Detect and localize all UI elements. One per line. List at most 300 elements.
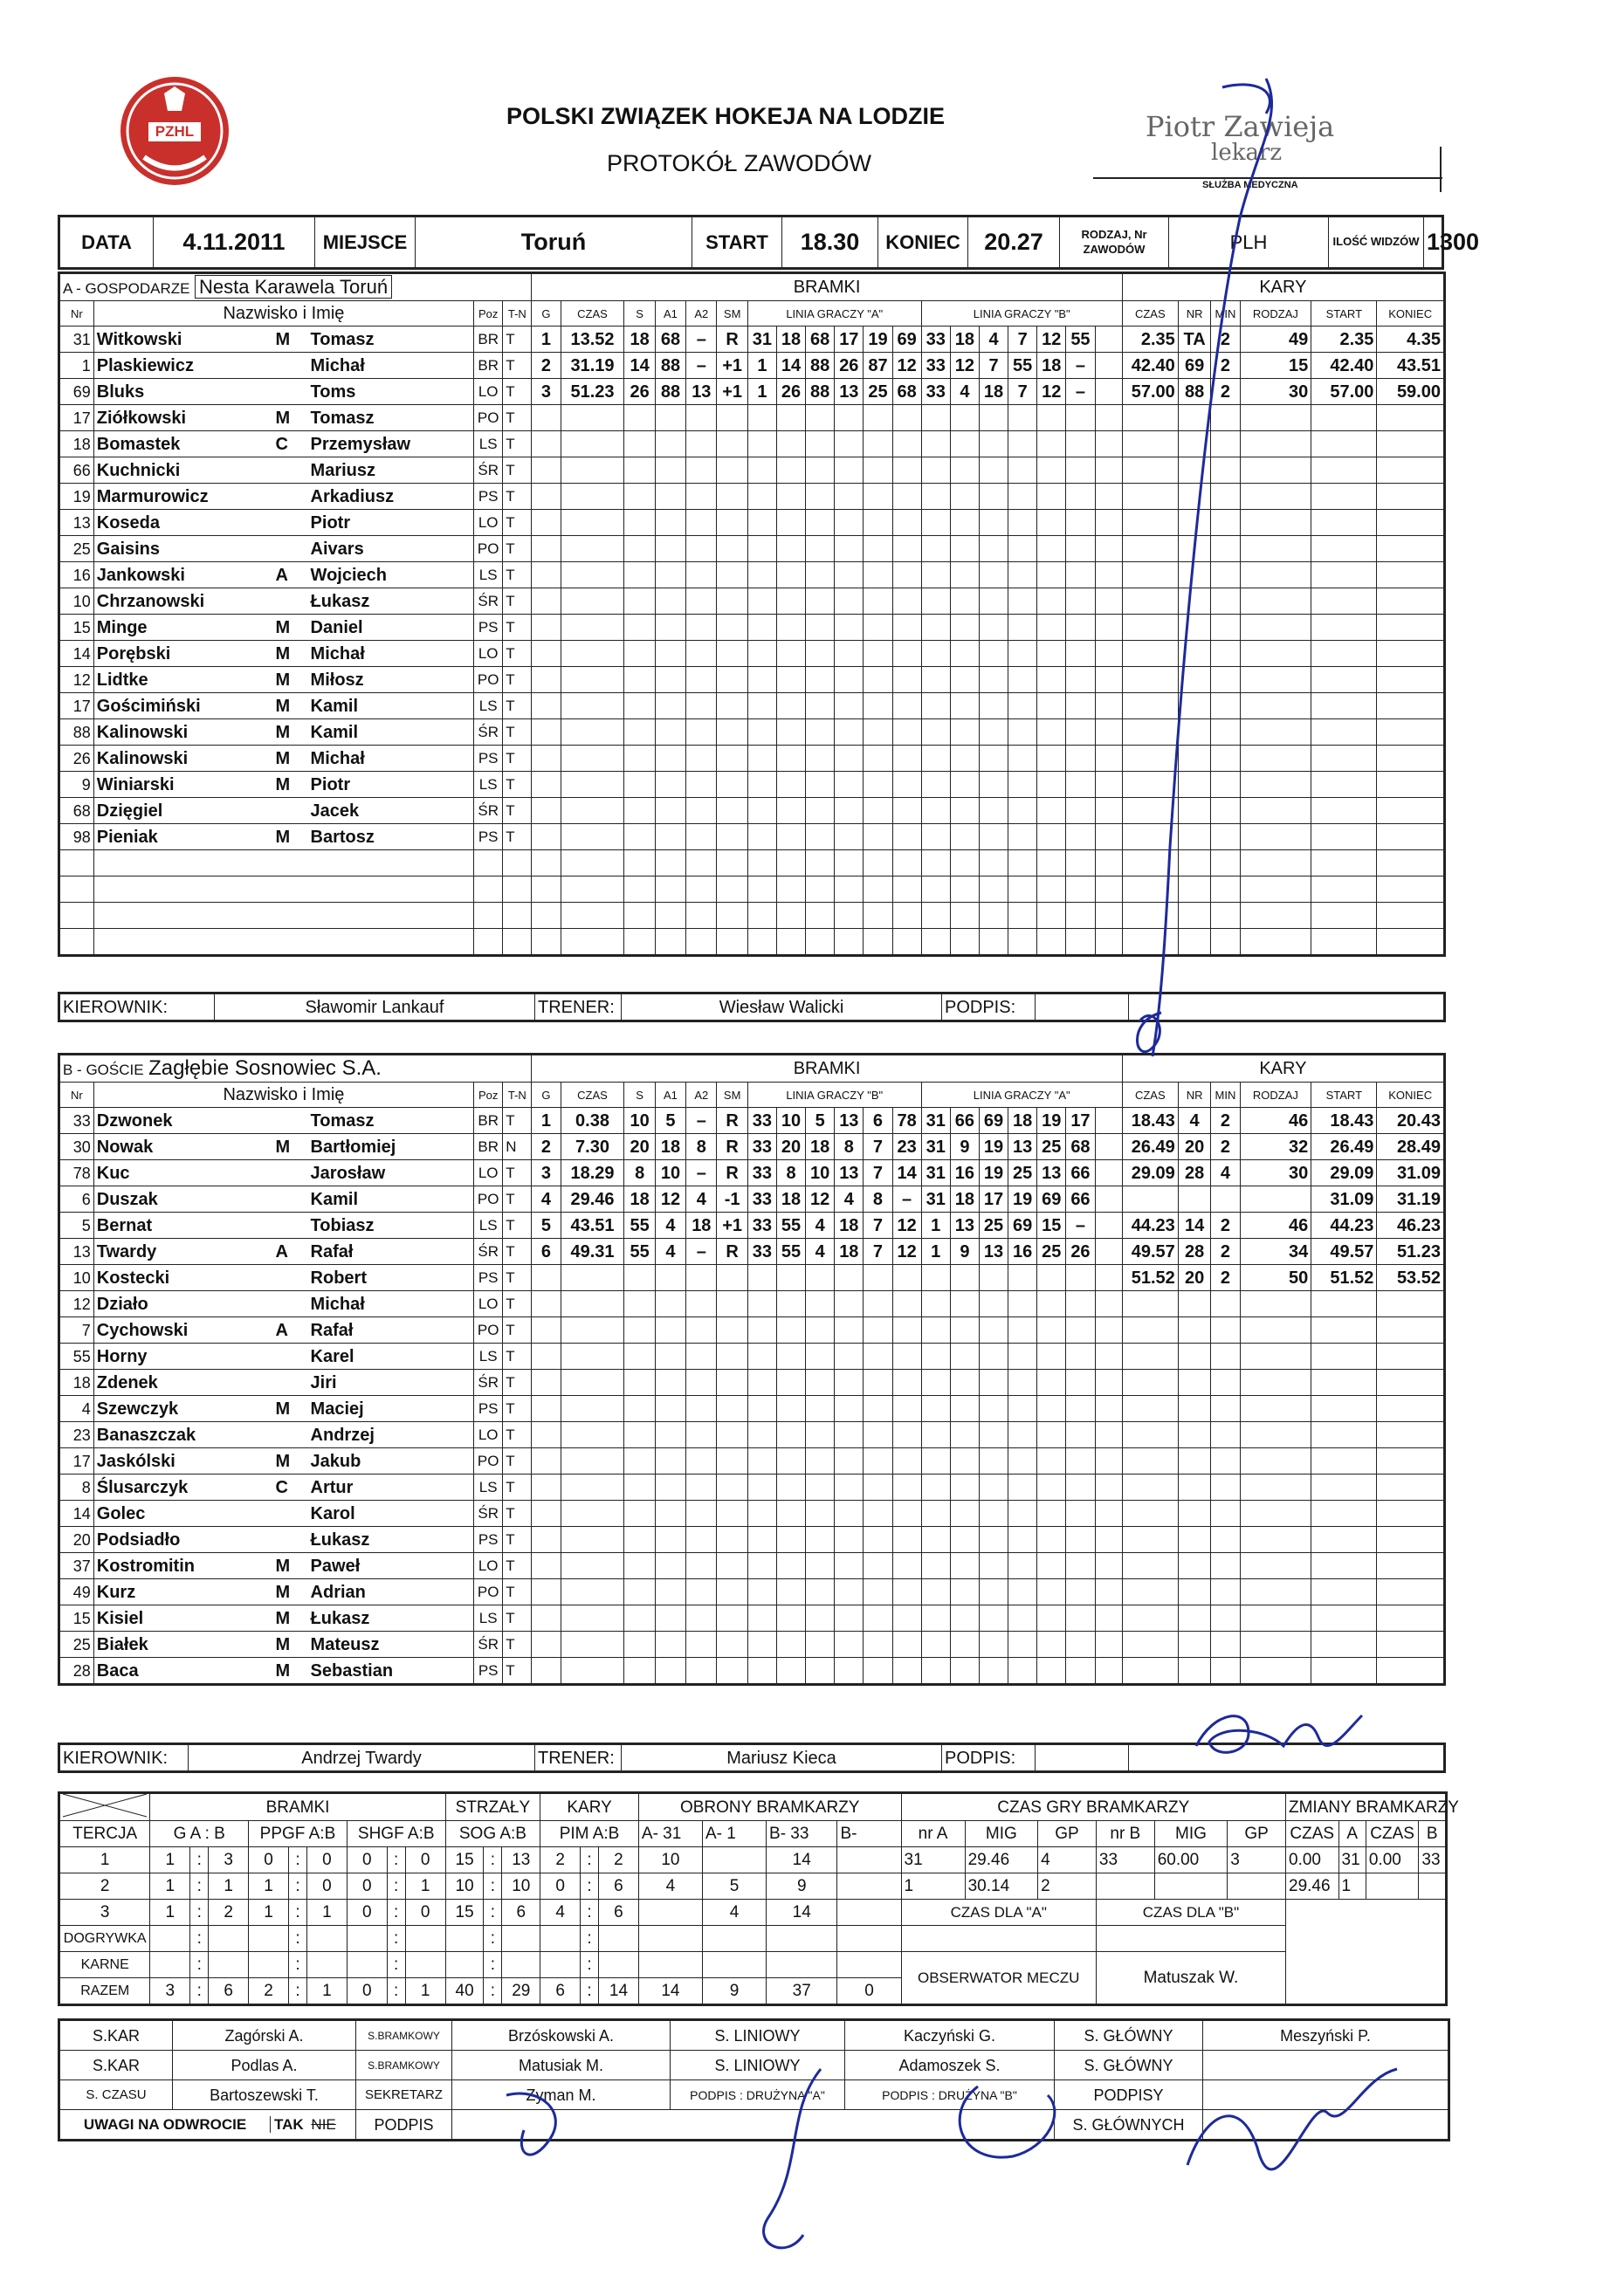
goal-situation: [717, 510, 747, 536]
line-a-player: [806, 850, 835, 876]
player-first-name: Daniel: [308, 615, 474, 641]
penalty-start: [1311, 431, 1377, 457]
goal-extra: [1095, 484, 1122, 510]
penalty-minutes: [1211, 484, 1240, 510]
penalty-time: [1122, 1317, 1178, 1344]
player-mark: M: [275, 643, 291, 663]
sog-a: [445, 1926, 484, 1952]
penalty-minutes: [1211, 405, 1240, 431]
penalty-time: 57.00: [1122, 379, 1178, 405]
player-number: [59, 876, 94, 903]
line-b-player: [921, 693, 950, 719]
player-tn: N: [503, 1134, 532, 1160]
line-a-player: [835, 798, 864, 824]
penalty-type: [1240, 562, 1311, 588]
line-a-player: [776, 693, 805, 719]
goals-a: 1: [150, 1873, 190, 1900]
line-b-player: [1037, 484, 1066, 510]
line-a-player: [864, 746, 892, 772]
summary-row-label: 2: [59, 1873, 150, 1900]
line-a-player: [892, 588, 921, 615]
goal-time: [561, 1553, 624, 1579]
sog-sep: :: [484, 1952, 502, 1978]
line-b-player: [921, 746, 950, 772]
player-first-name: Tomasz: [308, 327, 474, 353]
goal-assist-2: [686, 1632, 717, 1658]
goal-extra: [1095, 536, 1122, 562]
line-b-player: [1037, 1475, 1066, 1501]
player-mark: M: [275, 827, 291, 847]
penalty-type: [1240, 641, 1311, 667]
goal-time: [561, 1396, 624, 1422]
penalty-type: 30: [1240, 379, 1311, 405]
summary-table: [58, 1791, 1459, 2006]
line-a-player: 33: [747, 1186, 776, 1213]
team-a-player-row: [59, 484, 1445, 510]
goal-situation: [717, 641, 747, 667]
line-b-player: 18: [979, 379, 1008, 405]
gk-nr-b: [1096, 1873, 1154, 1900]
line-a-player: [835, 510, 864, 536]
pim-b: [598, 1926, 638, 1952]
summary-corner: [59, 1793, 150, 1821]
goal-time: [561, 588, 624, 615]
goal-assist-2: 8: [686, 1134, 717, 1160]
line-a-player: [864, 1658, 892, 1685]
line-b-player: [979, 929, 1008, 956]
line-a-player: [892, 405, 921, 431]
goal-scorer: [624, 405, 655, 431]
player-name: [93, 1658, 307, 1685]
team-a-player-row: [59, 876, 1445, 903]
player-name: [93, 903, 307, 929]
saves-bx: [837, 1900, 901, 1926]
goal-number: [532, 615, 561, 641]
team-a-player-row: [59, 379, 1445, 405]
line-a-player: [835, 746, 864, 772]
player-last-name: Jankowski: [96, 565, 185, 585]
player-position: PO: [474, 536, 503, 562]
line-b-player: [979, 746, 1008, 772]
player-position: LS: [474, 1605, 503, 1632]
player-position: ŚR: [474, 1239, 503, 1265]
line-a-player: [776, 667, 805, 693]
line-a-player: [747, 588, 776, 615]
col-g: G: [532, 1083, 561, 1108]
goal-scorer: [624, 457, 655, 484]
line-a-player: [806, 431, 835, 457]
player-first-name: Kamil: [308, 693, 474, 719]
goal-number: [532, 641, 561, 667]
penalty-start: [1311, 1501, 1377, 1527]
goal-situation: [717, 1475, 747, 1501]
player-position: LS: [474, 1213, 503, 1239]
line-a-player: 4: [835, 1186, 864, 1213]
penalty-time: 29.09: [1122, 1160, 1178, 1186]
penalty-end: [1377, 693, 1445, 719]
sum-bx: B-: [837, 1821, 901, 1847]
penalty-start: [1311, 1605, 1377, 1632]
line-b-player: [921, 1553, 950, 1579]
goal-extra: [1095, 1579, 1122, 1605]
sog-b: 6: [502, 1900, 540, 1926]
goal-extra: [1095, 1527, 1122, 1553]
ppgf-sep: :: [289, 1847, 307, 1873]
goals-b: 1: [209, 1873, 249, 1900]
player-position: LO: [474, 1422, 503, 1448]
player-name: [93, 327, 307, 353]
player-position: [474, 929, 503, 956]
goal-number: [532, 798, 561, 824]
penalty-end: 4.35: [1377, 327, 1445, 353]
goal-assist-2: [686, 850, 717, 876]
penalty-end: [1377, 1553, 1445, 1579]
goal-situation: +1: [717, 1213, 747, 1239]
summary-row-label: 1: [59, 1847, 150, 1873]
player-first-name: Bartosz: [308, 824, 474, 850]
penalty-type: [1240, 1422, 1311, 1448]
player-last-name: Horny: [96, 1346, 148, 1366]
line-b-player: 69: [979, 1108, 1008, 1134]
start-label: START: [692, 217, 782, 269]
line-b-player: [979, 667, 1008, 693]
line-a-player: 14: [892, 1160, 921, 1186]
penalty-player: [1178, 1475, 1211, 1501]
line-b-player: [1008, 1370, 1037, 1396]
penalty-player: [1178, 1370, 1211, 1396]
line-b-player: [921, 667, 950, 693]
penalty-player: [1178, 1553, 1211, 1579]
player-mark: M: [275, 748, 291, 768]
player-last-name: Banaszczak: [96, 1425, 196, 1445]
line-a-player: [776, 903, 805, 929]
line-b-player: 7: [1008, 327, 1037, 353]
line-a-player: [776, 876, 805, 903]
line-a-player: [892, 562, 921, 588]
pim-sep: :: [581, 1847, 599, 1873]
line-a-player: 8: [776, 1160, 805, 1186]
player-position: [474, 850, 503, 876]
penalty-minutes: [1211, 1553, 1240, 1579]
penalty-start: 29.09: [1311, 1160, 1377, 1186]
goal-situation: [717, 1605, 747, 1632]
line-a-player: –: [892, 1186, 921, 1213]
line-a-player: [747, 719, 776, 746]
sglow-label-1: S. GŁÓWNY: [1055, 2020, 1203, 2051]
line-b-player: [1037, 772, 1066, 798]
pim-a: 0: [540, 1873, 581, 1900]
line-b-player: [1008, 536, 1037, 562]
line-a-player: [864, 929, 892, 956]
goal-number: [532, 1605, 561, 1632]
line-b-player: 13: [1008, 1134, 1037, 1160]
line-b-player: 31: [921, 1108, 950, 1134]
penalty-time: [1122, 667, 1178, 693]
line-a-player: [835, 1501, 864, 1527]
penalty-type: [1240, 719, 1311, 746]
line-a-player: [747, 405, 776, 431]
pim-a: 6: [540, 1978, 581, 2005]
pim-a: 2: [540, 1847, 581, 1873]
penalty-end: [1377, 1579, 1445, 1605]
goal-scorer: [624, 903, 655, 929]
goal-number: [532, 405, 561, 431]
line-b-player: [950, 1579, 979, 1605]
line-b-player: [979, 1605, 1008, 1632]
line-a-player: [864, 1632, 892, 1658]
line-b-player: [1008, 1291, 1037, 1317]
goals-sep: :: [190, 1900, 209, 1926]
penalty-end: [1377, 798, 1445, 824]
penalty-start: [1311, 798, 1377, 824]
penalty-player: 28: [1178, 1160, 1211, 1186]
goal-assist-2: [686, 1553, 717, 1579]
line-b-player: 33: [921, 327, 950, 353]
saves-a1: [702, 1952, 766, 1978]
player-number: 6: [59, 1186, 94, 1213]
sczasu-name: Bartoszewski T.: [173, 2080, 356, 2110]
line-b-player: [950, 536, 979, 562]
sbram-name-2: Matusiak M.: [452, 2051, 671, 2080]
line-a-player: [864, 1579, 892, 1605]
player-position: PO: [474, 1579, 503, 1605]
line-b-player: [1037, 719, 1066, 746]
line-b-player: [979, 1553, 1008, 1579]
line-a-player: 17: [835, 327, 864, 353]
line-b-player: [950, 667, 979, 693]
line-b-player: [1008, 510, 1037, 536]
line-b-player: [1037, 876, 1066, 903]
line-a-player: [776, 457, 805, 484]
saves-a1: 4: [702, 1900, 766, 1926]
line-a-player: [835, 484, 864, 510]
penalty-minutes: [1211, 1317, 1240, 1344]
goal-scorer: [624, 667, 655, 693]
line-a-player: [892, 615, 921, 641]
goal-assist-2: [686, 641, 717, 667]
line-b-player: [1008, 1475, 1037, 1501]
line-a-player: [747, 1632, 776, 1658]
goals-a: 1: [150, 1847, 190, 1873]
goal-extra: [1095, 876, 1122, 903]
player-last-name: Lidtke: [96, 670, 148, 690]
sum-a31: A- 31: [638, 1821, 702, 1847]
player-mark: M: [275, 1137, 291, 1157]
line-b-player: [1066, 1448, 1095, 1475]
line-a-player: [892, 798, 921, 824]
player-number: 18: [59, 431, 94, 457]
team-b-player-row: [59, 1475, 1445, 1501]
goal-assist-1: [655, 850, 685, 876]
goal-extra: [1095, 1501, 1122, 1527]
penalty-player: [1178, 588, 1211, 615]
line-a-player: 23: [892, 1134, 921, 1160]
goal-assist-2: [686, 457, 717, 484]
line-b-player: 13: [950, 1213, 979, 1239]
line-a-player: [835, 1291, 864, 1317]
line-a-player: [806, 1501, 835, 1527]
penalty-start: [1311, 693, 1377, 719]
line-b-player: [979, 1291, 1008, 1317]
saves-bx: 0: [837, 1978, 901, 2005]
goal-assist-2: [686, 615, 717, 641]
line-a-player: [747, 1658, 776, 1685]
line-b-player: [979, 876, 1008, 903]
line-b-player: 19: [979, 1134, 1008, 1160]
line-b-player: [1037, 1344, 1066, 1370]
line-b-player: [1066, 1553, 1095, 1579]
player-tn: T: [503, 1291, 532, 1317]
goal-extra: [1095, 693, 1122, 719]
summary-row: [59, 1847, 1447, 1873]
penalty-minutes: [1211, 1422, 1240, 1448]
line-a-player: [892, 1579, 921, 1605]
line-a-player: 6: [864, 1108, 892, 1134]
col-pen-rodzaj: RODZAJ: [1240, 1083, 1311, 1108]
player-name: [93, 562, 307, 588]
pim-a: [540, 1952, 581, 1978]
goal-time: 7.30: [561, 1134, 624, 1160]
line-b-player: [1066, 1291, 1095, 1317]
col-name: Nazwisko i Imię: [93, 301, 473, 327]
line-a-player: [776, 1632, 805, 1658]
line-b-player: [1066, 1605, 1095, 1632]
goal-assist-1: 88: [655, 353, 685, 379]
line-b-player: 17: [979, 1186, 1008, 1213]
penalty-start: [1311, 484, 1377, 510]
player-number: 17: [59, 693, 94, 719]
sog-b: 10: [502, 1873, 540, 1900]
line-a-player: [806, 1265, 835, 1291]
penalty-time: [1122, 588, 1178, 615]
player-tn: T: [503, 405, 532, 431]
line-b-player: 19: [1008, 1186, 1037, 1213]
goal-number: [532, 850, 561, 876]
goal-situation: [717, 876, 747, 903]
goal-extra: [1095, 1475, 1122, 1501]
player-number: 10: [59, 1265, 94, 1291]
line-a-player: 26: [835, 353, 864, 379]
penalty-time: [1122, 1344, 1178, 1370]
penalty-type: [1240, 1291, 1311, 1317]
penalty-player: [1178, 876, 1211, 903]
player-first-name: Aivars: [308, 536, 474, 562]
line-a-player: 14: [776, 353, 805, 379]
line-b-player: [1008, 850, 1037, 876]
player-name: [93, 510, 307, 536]
goal-extra: [1095, 1265, 1122, 1291]
goal-assist-1: [655, 1579, 685, 1605]
line-a-player: [864, 719, 892, 746]
line-a-player: 33: [747, 1108, 776, 1134]
player-name: [93, 1553, 307, 1579]
line-a-player: 26: [776, 379, 805, 405]
line-b-player: [1037, 510, 1066, 536]
penalty-time: [1122, 615, 1178, 641]
line-b-player: [1066, 824, 1095, 850]
player-tn: T: [503, 1186, 532, 1213]
line-b-player: [1037, 1291, 1066, 1317]
line-a-player: [864, 1396, 892, 1422]
line-b-player: [979, 903, 1008, 929]
line-a-player: [806, 772, 835, 798]
gk-gp-a: 2: [1038, 1873, 1097, 1900]
penalty-start: [1311, 719, 1377, 746]
goal-number: [532, 772, 561, 798]
line-a-player: 31: [747, 327, 776, 353]
penalty-minutes: [1211, 1501, 1240, 1527]
penalty-player: [1178, 615, 1211, 641]
goal-situation: +1: [717, 353, 747, 379]
goal-extra: [1095, 903, 1122, 929]
penalty-start: 42.40: [1311, 353, 1377, 379]
player-number: 28: [59, 1658, 94, 1685]
goal-time: [561, 824, 624, 850]
line-a-player: [835, 588, 864, 615]
line-b-player: [921, 772, 950, 798]
goal-assist-1: 5: [655, 1108, 685, 1134]
line-b-player: 66: [1066, 1186, 1095, 1213]
line-a-player: 7: [864, 1160, 892, 1186]
shgf-b: [405, 1926, 445, 1952]
penalty-minutes: 2: [1211, 379, 1240, 405]
line-a-player: [892, 510, 921, 536]
line-a-player: [835, 929, 864, 956]
penalty-time: 18.43: [1122, 1108, 1178, 1134]
stamp-name: Piotr Zawieja: [1146, 110, 1335, 143]
ppgf-a: 2: [249, 1978, 289, 2005]
team-b-sign-label: PODPIS:: [942, 1744, 1036, 1772]
player-number: 16: [59, 562, 94, 588]
penalty-type: [1240, 1396, 1311, 1422]
col-pen-nr: NR: [1178, 301, 1211, 327]
player-last-name: Kalinowski: [96, 748, 189, 768]
line-b-player: [921, 824, 950, 850]
line-a-player: [864, 1370, 892, 1396]
goal-extra: [1095, 1658, 1122, 1685]
line-b-player: [1066, 903, 1095, 929]
line-a-player: [892, 693, 921, 719]
player-tn: T: [503, 484, 532, 510]
goal-time: [561, 1527, 624, 1553]
line-a-player: [835, 1605, 864, 1632]
goal-number: [532, 1265, 561, 1291]
player-position: BR: [474, 1134, 503, 1160]
goals-a: 1: [150, 1900, 190, 1926]
line-b-player: [921, 1344, 950, 1370]
line-a-player: [806, 1370, 835, 1396]
goal-number: [532, 1448, 561, 1475]
player-first-name: [308, 850, 474, 876]
line-a-player: 88: [806, 379, 835, 405]
goal-situation: [717, 667, 747, 693]
line-b-player: [1037, 431, 1066, 457]
gk-change-empty: [1286, 1926, 1447, 1952]
line-b-player: [1037, 667, 1066, 693]
ppgf-b: 0: [306, 1873, 347, 1900]
line-b-player: [1066, 850, 1095, 876]
ppgf-a: [249, 1926, 289, 1952]
col-pen-min: MIN: [1211, 1083, 1240, 1108]
goal-assist-2: –: [686, 1160, 717, 1186]
goal-time: 18.29: [561, 1160, 624, 1186]
player-first-name: Michał: [308, 353, 474, 379]
player-position: [474, 903, 503, 929]
team-a-player-row: [59, 824, 1445, 850]
penalty-end: [1377, 1370, 1445, 1396]
sog-a: 15: [445, 1900, 484, 1926]
line-b-player: [979, 1632, 1008, 1658]
